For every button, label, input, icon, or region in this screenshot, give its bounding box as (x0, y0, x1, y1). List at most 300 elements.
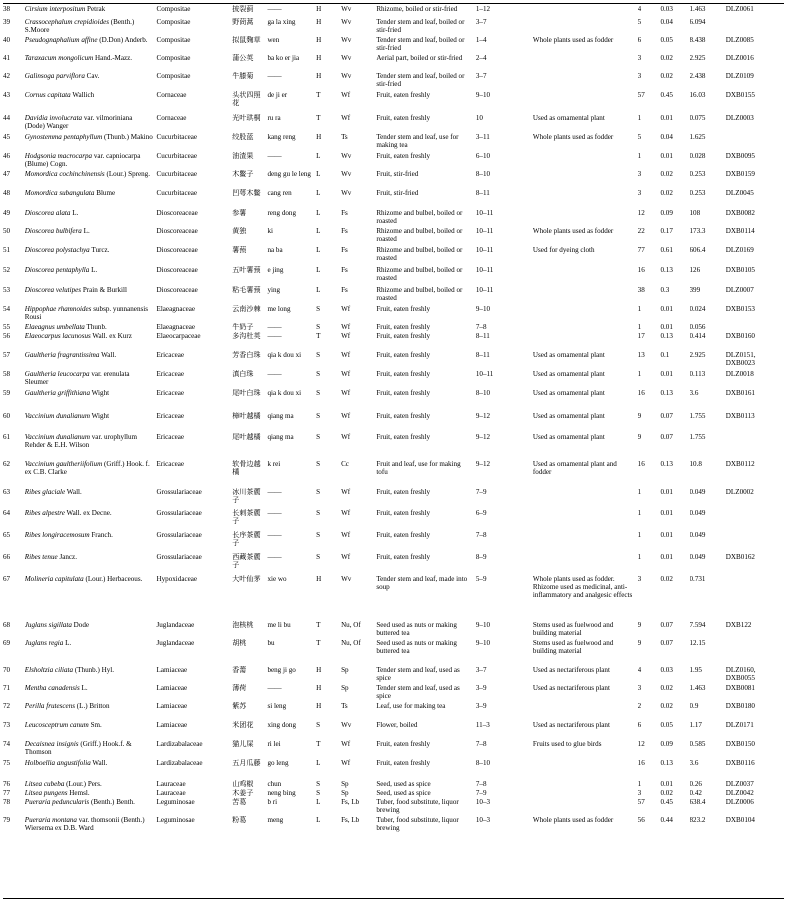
life-form-cell: H (316, 666, 322, 674)
voucher-cell (726, 531, 784, 553)
other-uses-cell (533, 72, 638, 91)
species-binomial: Ribes alpestre (24, 509, 65, 517)
other-uses-cell (533, 702, 638, 721)
citation-count-cell: 5 (637, 18, 642, 26)
citation-count-cell: 16 (637, 759, 645, 767)
life-form-cell: S (316, 389, 321, 397)
species-binomial: Elsholtzia ciliata (24, 666, 74, 674)
life-form-cell: H (316, 5, 322, 13)
family-cell: Cornaceae (156, 114, 187, 122)
row-number-cell: 56 (3, 332, 11, 340)
cultural-significance-cell: 0.253 (689, 170, 706, 178)
frequency-citation-cell: 0.02 (660, 684, 673, 692)
frequency-citation-cell: 0.01 (660, 114, 673, 122)
use-period-cell: 3–9 (475, 702, 487, 710)
frequency-citation-cell: 0.04 (660, 18, 673, 26)
use-category-cell: Wv (341, 36, 352, 44)
row-number-cell: 77 (3, 789, 11, 797)
table-row (3, 152, 784, 170)
chinese-name-cell: 胡桃 (232, 639, 247, 647)
species-name-cell (25, 209, 157, 227)
family-cell: Dioscoreaceae (156, 246, 198, 254)
species-name-cell (25, 72, 157, 91)
species-name-cell (25, 702, 157, 721)
other-uses-cell: Whole plants used as fodder. Rhizome used as medicinal, anti-inflammatory and analgesic effects (532, 575, 633, 600)
life-form-cell: S (316, 789, 321, 797)
local-name-cell: kang reng (267, 133, 296, 141)
species-name-cell (25, 621, 157, 639)
use-period-cell: 3–11 (475, 133, 490, 141)
species-binomial: Litsea pungens (24, 789, 68, 797)
other-uses-cell (533, 5, 638, 18)
species-name-cell (25, 370, 157, 389)
local-name-cell: k rei (267, 460, 281, 468)
local-name-cell: ba ko er jia (267, 54, 300, 62)
species-name-cell (25, 5, 157, 18)
species-binomial: Litsea cubeba (24, 780, 65, 788)
species-name-cell (25, 133, 157, 152)
table-row (3, 509, 784, 531)
species-name-cell (25, 227, 157, 246)
use-category-cell: Wf (341, 759, 351, 767)
species-binomial: Hodgsonia macrocarpa (24, 152, 93, 160)
row-number-cell: 78 (3, 798, 11, 806)
voucher-cell: DXB0112 (725, 460, 755, 468)
chinese-name-cell: 粘毛薯蓣 (232, 286, 261, 294)
life-form-cell: L (316, 266, 321, 274)
use-period-cell: 10–11 (475, 370, 494, 378)
other-uses-cell: Stems used as fuelwood and building material (532, 621, 614, 638)
use-period-cell: 9–12 (475, 460, 491, 468)
frequency-citation-cell: 0.05 (660, 721, 673, 729)
chinese-name-cell: 芳香白珠 (232, 351, 261, 359)
frequency-citation-cell: 0.02 (660, 575, 673, 583)
top-rule (3, 3, 784, 4)
local-name-cell: —— (267, 152, 282, 160)
use-period-cell: 3–7 (475, 666, 487, 674)
voucher-cell: DXB0150 (725, 740, 755, 748)
other-uses-cell (533, 488, 638, 509)
chinese-name-cell: 大叶仙茅 (232, 575, 261, 583)
species-authority: Petrak (85, 5, 106, 13)
use-period-cell: 10–11 (475, 286, 494, 294)
cultural-significance-cell: 7.594 (689, 621, 706, 629)
use-category-cell: Wf (341, 305, 351, 313)
citation-count-cell: 57 (637, 91, 645, 99)
family-cell: Lauraceae (156, 780, 186, 788)
chinese-name-cell: 凹萼木鳖 (232, 189, 261, 197)
use-category-cell: Wf (341, 412, 351, 420)
use-period-cell: 6–10 (475, 152, 491, 160)
used-part-cell: Fruit, stir-fried (376, 189, 419, 197)
cultural-significance-cell: 0.056 (689, 323, 706, 331)
species-authority: (Thunb.) Makino (102, 133, 153, 141)
used-part-cell: Fruit, eaten freshly (376, 509, 431, 517)
cultural-significance-cell: 0.049 (689, 531, 706, 539)
life-form-cell: H (316, 575, 322, 583)
table-row (3, 72, 784, 91)
life-form-cell: L (316, 227, 321, 235)
family-cell: Ericaceae (156, 460, 185, 468)
use-period-cell: 9–10 (475, 639, 491, 647)
other-uses-cell: Used as ornamental plant (532, 114, 605, 122)
use-period-cell: 8–10 (475, 389, 491, 397)
chinese-name-cell: 拟鼠麴草 (232, 36, 261, 44)
row-number-cell: 41 (3, 54, 11, 62)
use-period-cell: 8–9 (475, 553, 487, 561)
row-number-cell: 62 (3, 460, 11, 468)
species-authority: var. urophyllum Rehder & E.H. Wilson (24, 433, 138, 450)
cultural-significance-cell: 0.049 (689, 509, 706, 517)
species-name-cell (25, 54, 157, 72)
species-name-cell (25, 531, 157, 553)
species-name-cell (25, 36, 157, 54)
species-authority: L. (89, 266, 98, 274)
use-category-cell: Fs (341, 286, 348, 294)
frequency-citation-cell: 0.01 (660, 370, 673, 378)
frequency-citation-cell: 0.13 (660, 460, 673, 468)
used-part-cell: Tender stem and leaf, used as spice (376, 684, 460, 701)
use-category-cell: Wf (341, 323, 351, 331)
species-authority: Prain & Burkill (81, 286, 127, 294)
citation-count-cell: 4 (637, 5, 642, 13)
life-form-cell: L (316, 152, 321, 160)
table-row (3, 5, 784, 18)
species-binomial: Molineria capitulata (24, 575, 84, 583)
table-row (3, 170, 784, 189)
citation-count-cell: 3 (637, 789, 642, 797)
use-category-cell: Fs (341, 246, 348, 254)
family-cell: Leguminosae (156, 816, 195, 824)
table-row (3, 639, 784, 666)
table-row (3, 621, 784, 639)
voucher-cell: DXB0105 (725, 266, 755, 274)
use-category-cell: Wf (341, 509, 351, 517)
species-name-cell (25, 639, 157, 666)
species-name-cell (25, 170, 157, 189)
species-authority: Wall. (65, 488, 82, 496)
species-name-cell (25, 789, 157, 798)
citation-count-cell: 13 (637, 351, 645, 359)
species-authority: (Lour.) Pers. (64, 780, 102, 788)
cultural-significance-cell: 1.95 (689, 666, 702, 674)
citation-count-cell: 12 (637, 209, 645, 217)
frequency-citation-cell: 0.04 (660, 133, 673, 141)
voucher-cell: DXB0159 (725, 170, 755, 178)
family-cell: Ericaceae (156, 389, 185, 397)
local-name-cell: —— (267, 332, 282, 340)
used-part-cell: Fruit, eaten freshly (376, 91, 431, 99)
cultural-significance-cell: 0.049 (689, 553, 706, 561)
table-row (3, 351, 784, 370)
local-name-cell: —— (267, 488, 282, 496)
species-binomial: Vaccinium gaultheriifolium (24, 460, 103, 468)
used-part-cell: Fruit, eaten freshly (376, 323, 431, 331)
voucher-cell: DXB0104 (725, 816, 755, 824)
family-cell: Lauraceae (156, 789, 186, 797)
other-uses-cell: Stems used as fuelwood and building material (532, 639, 614, 656)
row-number-cell: 38 (3, 5, 11, 13)
species-authority: (D.Don) Anderb. (97, 36, 148, 44)
species-binomial: Crassocephalum crepidioides (24, 18, 110, 26)
life-form-cell: T (316, 332, 321, 340)
life-form-cell: S (316, 412, 321, 420)
species-authority: (Thunb.) Hyl. (73, 666, 115, 674)
frequency-citation-cell: 0.01 (660, 531, 673, 539)
species-binomial: Gynostemma pentaphyllum (24, 133, 103, 141)
used-part-cell: Leaf, use for making tea (376, 702, 446, 710)
row-number-cell: 69 (3, 639, 11, 647)
cultural-significance-cell: 0.9 (689, 702, 699, 710)
use-period-cell: 7–8 (475, 740, 487, 748)
used-part-cell: Tender stem and leaf, boiled or stir-fried (376, 72, 465, 89)
frequency-citation-cell: 0.1 (660, 351, 670, 359)
frequency-citation-cell: 0.3 (660, 286, 670, 294)
use-period-cell: 3–9 (475, 684, 487, 692)
use-category-cell: Sp (341, 780, 349, 788)
chinese-name-cell: 光叶珙桐 (232, 114, 261, 122)
life-form-cell: S (316, 780, 321, 788)
chinese-name-cell: 蒲公英 (232, 54, 254, 62)
use-category-cell: Wv (341, 189, 352, 197)
species-binomial: Dioscorea pentaphylla (24, 266, 90, 274)
species-name-cell (25, 152, 157, 170)
local-name-cell: qia k dou xi (267, 389, 302, 397)
life-form-cell: S (316, 721, 321, 729)
local-name-cell: e jing (267, 266, 284, 274)
other-uses-cell: Used as nectariferous plant (532, 684, 610, 692)
life-form-cell: S (316, 488, 321, 496)
species-authority: var. erenulata Sleumer (24, 370, 130, 387)
table-row (3, 575, 784, 621)
species-binomial: Taraxacum mongolicum (24, 54, 94, 62)
citation-count-cell: 1 (637, 553, 642, 561)
life-form-cell: S (316, 351, 321, 359)
use-category-cell: Cc (341, 460, 349, 468)
use-category-cell: Sp (341, 789, 349, 797)
voucher-cell: DLZ0042 (725, 789, 754, 797)
used-part-cell: Fruit, eaten freshly (376, 370, 431, 378)
other-uses-cell (533, 18, 638, 36)
local-name-cell: ying (267, 286, 281, 294)
citation-count-cell: 22 (637, 227, 645, 235)
cultural-significance-cell: 1.755 (689, 433, 706, 441)
family-cell: Elaeagnaceae (156, 323, 196, 331)
used-part-cell: Flower, boiled (376, 721, 418, 729)
life-form-cell: T (316, 114, 321, 122)
local-name-cell: —— (267, 509, 282, 517)
family-cell: Cucurbitaceae (156, 133, 198, 141)
table-row (3, 684, 784, 702)
life-form-cell: L (316, 816, 321, 824)
cultural-significance-cell: 0.075 (689, 114, 706, 122)
local-name-cell: ri lei (267, 740, 281, 748)
row-number-cell: 66 (3, 553, 11, 561)
family-cell: Ericaceae (156, 433, 185, 441)
species-authority: Jancz. (57, 553, 77, 561)
frequency-citation-cell: 0.01 (660, 152, 673, 160)
citation-count-cell: 2 (637, 702, 642, 710)
other-uses-cell: Used as ornamental plant (532, 351, 605, 359)
use-category-cell: Nu, Of (341, 621, 361, 629)
other-uses-cell: Used as nectariferous plant (532, 721, 610, 729)
cultural-significance-cell: 2.925 (689, 351, 706, 359)
chinese-name-cell: 粉葛 (232, 816, 247, 824)
chinese-name-cell: 香薷 (232, 666, 247, 674)
species-name-cell (25, 759, 157, 780)
table-row (3, 323, 784, 332)
use-period-cell: 10–11 (475, 227, 494, 235)
family-cell: Lamiaceae (156, 721, 188, 729)
table-row (3, 721, 784, 740)
other-uses-cell (533, 286, 638, 305)
citation-count-cell: 16 (637, 389, 645, 397)
life-form-cell: L (316, 170, 321, 178)
row-number-cell: 60 (3, 412, 11, 420)
life-form-cell: S (316, 370, 321, 378)
other-uses-cell (533, 189, 638, 209)
table-row (3, 460, 784, 488)
frequency-citation-cell: 0.01 (660, 305, 673, 313)
species-binomial: Juglans sigillata (24, 621, 72, 629)
use-category-cell: Wf (341, 389, 351, 397)
voucher-cell (726, 575, 784, 621)
used-part-cell: Tuber, food substitute, liquor brewing (376, 798, 459, 815)
life-form-cell: T (316, 91, 321, 99)
table-row (3, 488, 784, 509)
use-category-cell: Wv (341, 575, 352, 583)
table-row (3, 246, 784, 266)
used-part-cell: Seed, used as spice (376, 780, 431, 788)
frequency-citation-cell: 0.07 (660, 639, 673, 647)
family-cell: Dioscoreaceae (156, 266, 198, 274)
voucher-cell (726, 133, 784, 152)
frequency-citation-cell: 0.61 (660, 246, 673, 254)
chinese-name-cell: 尾叶白珠 (232, 389, 261, 397)
other-uses-cell: Whole plants used as fodder (532, 816, 614, 824)
cultural-significance-cell: 126 (689, 266, 701, 274)
species-name-cell (25, 488, 157, 509)
use-category-cell: Fs, Lb (341, 816, 360, 824)
voucher-cell: DXB0095 (725, 152, 755, 160)
other-uses-cell: Used for dyeing cloth (532, 246, 595, 254)
cultural-significance-cell: 12.15 (689, 639, 706, 647)
chinese-name-cell: 苦葛 (232, 798, 247, 806)
frequency-citation-cell: 0.13 (660, 389, 673, 397)
table-row (3, 389, 784, 412)
table-row (3, 189, 784, 209)
other-uses-cell: Used as ornamental plant (532, 412, 605, 420)
species-authority: var. capniocarpa (Blume) Cogn. (24, 152, 141, 169)
voucher-cell: DXB0162 (725, 553, 755, 561)
frequency-citation-cell: 0.02 (660, 170, 673, 178)
voucher-cell: DLZ0002 (725, 488, 754, 496)
use-period-cell: 11–3 (475, 721, 490, 729)
species-binomial: Perilla frutescens (24, 702, 76, 710)
use-period-cell: 7–9 (475, 789, 487, 797)
family-cell: Dioscoreaceae (156, 227, 198, 235)
use-category-cell: Wv (341, 72, 352, 80)
species-binomial: Davidia involucrata (24, 114, 83, 122)
citation-count-cell: 1 (637, 531, 642, 539)
row-number-cell: 71 (3, 684, 11, 692)
cultural-significance-cell: 173.3 (689, 227, 706, 235)
used-part-cell: Fruit, eaten freshly (376, 351, 431, 359)
other-uses-cell (533, 798, 638, 816)
species-authority: L. (79, 684, 88, 692)
row-number-cell: 55 (3, 323, 11, 331)
species-authority: Hand.-Mazz. (93, 54, 133, 62)
used-part-cell: Rhizome and bulbel, boiled or roasted (376, 266, 463, 283)
use-category-cell: Wv (341, 5, 352, 13)
table-row (3, 54, 784, 72)
voucher-cell: DXB0160 (725, 332, 755, 340)
local-name-cell: —— (267, 72, 282, 80)
other-uses-cell (533, 759, 638, 780)
species-name-cell (25, 323, 157, 332)
frequency-citation-cell: 0.02 (660, 189, 673, 197)
citation-count-cell: 3 (637, 575, 642, 583)
frequency-citation-cell: 0.05 (660, 36, 673, 44)
cultural-significance-cell: 399 (689, 286, 701, 294)
species-authority: Wight (90, 389, 110, 397)
row-number-cell: 43 (3, 91, 11, 99)
family-cell: Lamiaceae (156, 666, 188, 674)
cultural-significance-cell: 1.625 (689, 133, 706, 141)
species-name-cell (25, 351, 157, 370)
chinese-name-cell: 五叶薯蓣 (232, 266, 261, 274)
table-row (3, 531, 784, 553)
local-name-cell: qia k dou xi (267, 351, 302, 359)
local-name-cell: deng gu le leng (267, 170, 311, 178)
local-name-cell: neng bing (267, 789, 296, 797)
voucher-cell: DLZ0109 (725, 72, 754, 80)
table-row (3, 18, 784, 36)
family-cell: Lardizabalaceae (156, 740, 203, 748)
row-number-cell: 68 (3, 621, 11, 629)
use-period-cell: 10–3 (475, 798, 491, 806)
life-form-cell: H (316, 36, 322, 44)
frequency-citation-cell: 0.02 (660, 702, 673, 710)
cultural-significance-cell: 0.049 (689, 488, 706, 496)
voucher-cell: DLZ0037 (725, 780, 754, 788)
local-name-cell: chun (267, 780, 282, 788)
use-category-cell: Wf (341, 531, 351, 539)
used-part-cell: Fruit, eaten freshly (376, 389, 431, 397)
species-binomial: Cirsium interpositum (24, 5, 86, 13)
cultural-significance-cell: 0.253 (689, 189, 706, 197)
used-part-cell: Tuber, food substitute, liquor brewing (376, 816, 459, 833)
used-part-cell: Fruit, eaten freshly (376, 531, 431, 539)
species-name-cell (25, 460, 157, 488)
voucher-cell (726, 323, 784, 332)
frequency-citation-cell: 0.01 (660, 509, 673, 517)
frequency-citation-cell: 0.01 (660, 323, 673, 331)
use-category-cell: Wf (341, 433, 351, 441)
local-name-cell: —— (267, 370, 282, 378)
citation-count-cell: 3 (637, 189, 642, 197)
local-name-cell: beng ji go (267, 666, 296, 674)
chinese-name-cell: 薯蓣 (232, 246, 247, 254)
use-period-cell: 10–11 (475, 266, 494, 274)
cultural-significance-cell: 0.731 (689, 575, 706, 583)
species-binomial: Dioscorea polystachya (24, 246, 90, 254)
local-name-cell: cang ren (267, 189, 292, 197)
citation-count-cell: 1 (637, 152, 642, 160)
row-number-cell: 39 (3, 18, 11, 26)
species-name-cell (25, 389, 157, 412)
table-row (3, 209, 784, 227)
